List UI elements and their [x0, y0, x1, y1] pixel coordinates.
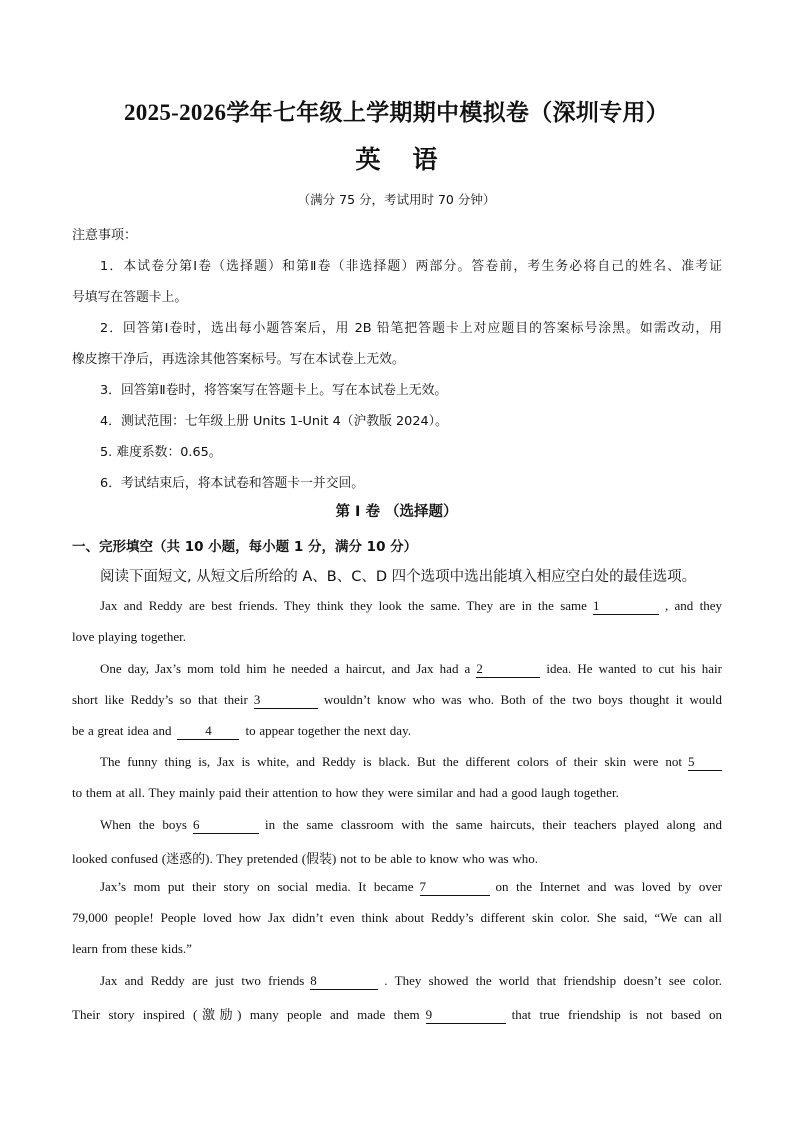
- note-4: 4．测试范围：七年级上册 Units 1-Unit 4（沪教版 2024）。: [100, 414, 448, 429]
- blank-7: 7: [420, 880, 490, 896]
- passage-line: [100, 754, 722, 771]
- passage-text: in the same classroom with the same haircuts, their teachers played along and: [264, 817, 722, 832]
- passage-line: looked confused (迷惑的). They pretended (假装) not to be able to know who was who.: [72, 851, 538, 866]
- passage-line: [72, 723, 722, 740]
- note-1-line-1: 1．本试卷分第Ⅰ卷（选择题）和第Ⅱ卷（非选择题）两部分。答卷前，考生务必将自己的姓名、准考证: [100, 259, 722, 274]
- section-title: 第 I 卷 （选择题）: [335, 504, 458, 520]
- subject-heading: [0, 140, 793, 176]
- passage-text: Jax and Reddy are best friends. They think they look the same. They are in the same: [100, 598, 587, 613]
- part-instruction: 阅读下面短文, 从短文后所给的 A、B、C、D 四个选项中选出能填入相应空白处的最佳选项。: [100, 569, 697, 585]
- note-3: 3．回答第Ⅱ卷时，将答案写在答题卡上。写在本试卷上无效。: [100, 383, 448, 398]
- subject-char-1: 英: [355, 145, 381, 174]
- passage-line: love playing together.: [72, 629, 187, 644]
- part-heading: 一、完形填空（共 10 小题，每小题 1 分，满分 10 分）: [72, 539, 418, 555]
- passage-text: Jax’s mom put their story on social media. It became: [100, 879, 414, 894]
- blank-5: 5: [688, 755, 722, 771]
- notes-heading: 注意事项：: [72, 228, 138, 243]
- passage-line: [72, 692, 722, 709]
- note-2-line-1: 2．回答第Ⅰ卷时，选出每小题答案后，用 2B 铅笔把答题卡上对应题目的答案标号涂黑。如需改动，用: [100, 321, 722, 336]
- note-5: 5. 难度系数：0.65。: [100, 445, 222, 460]
- passage-text: short like Reddy’s so that their: [72, 692, 248, 707]
- passage-text: on the Internet and was loved by over: [495, 879, 722, 894]
- passage-text: to appear together the next day.: [245, 723, 411, 738]
- blank-9: 9: [426, 1008, 506, 1024]
- blank-2: 2: [476, 662, 540, 678]
- blank-4: 4: [177, 724, 239, 740]
- passage-line: learn from these kids.”: [72, 941, 192, 956]
- note-2-line-2: 橡皮擦干净后，再选涂其他答案标号。写在本试卷上无效。: [72, 352, 405, 367]
- passage-line: to them at all. They mainly paid their attention to how they were similar and had a good laugh together.: [72, 785, 619, 800]
- passage-text: that true friendship is not based on: [511, 1007, 722, 1022]
- exam-info: （满分 75 分，考试用时 70 分钟）: [297, 192, 496, 207]
- passage-text: . They showed the world that friendship doesn’t see color.: [384, 973, 722, 988]
- blank-3: 3: [254, 693, 318, 709]
- passage-text: Jax and Reddy are just two friends: [100, 973, 305, 988]
- passage-text: be a great idea and: [72, 723, 172, 738]
- passage-text: wouldn’t know who was who. Both of the two boys thought it would: [323, 692, 722, 707]
- passage-line: [100, 661, 722, 678]
- passage-line: [72, 1004, 722, 1024]
- passage-text: One day, Jax’s mom told him he needed a haircut, and Jax had a: [100, 661, 471, 676]
- exam-title: 2025-2026学年七年级上学期期中模拟卷（深圳专用）: [123, 100, 670, 125]
- blank-6: 6: [193, 818, 259, 834]
- passage-text: When the boys: [100, 817, 187, 832]
- passage-line: [100, 973, 722, 990]
- passage-text: idea. He wanted to cut his hair: [546, 661, 722, 676]
- blank-8: 8: [310, 974, 378, 990]
- passage-line: [100, 817, 722, 834]
- passage-text: Their story inspired (激励) many people and made them: [72, 1007, 420, 1022]
- passage-line: [100, 598, 722, 615]
- blank-1: 1: [593, 599, 659, 615]
- passage-text: The funny thing is, Jax is white, and Reddy is black. But the different colors of their skin were not: [100, 754, 682, 769]
- passage-text: , and they: [664, 598, 722, 613]
- note-6: 6．考试结束后，将本试卷和答题卡一并交回。: [100, 476, 365, 491]
- passage-line: [100, 879, 722, 896]
- note-1-line-2: 号填写在答题卡上。: [72, 290, 188, 305]
- subject-char-2: 语: [412, 145, 438, 174]
- passage-line: 79,000 people! People loved how Jax didn’t even think about Reddy’s different skin color. She said, “We can all: [72, 910, 722, 925]
